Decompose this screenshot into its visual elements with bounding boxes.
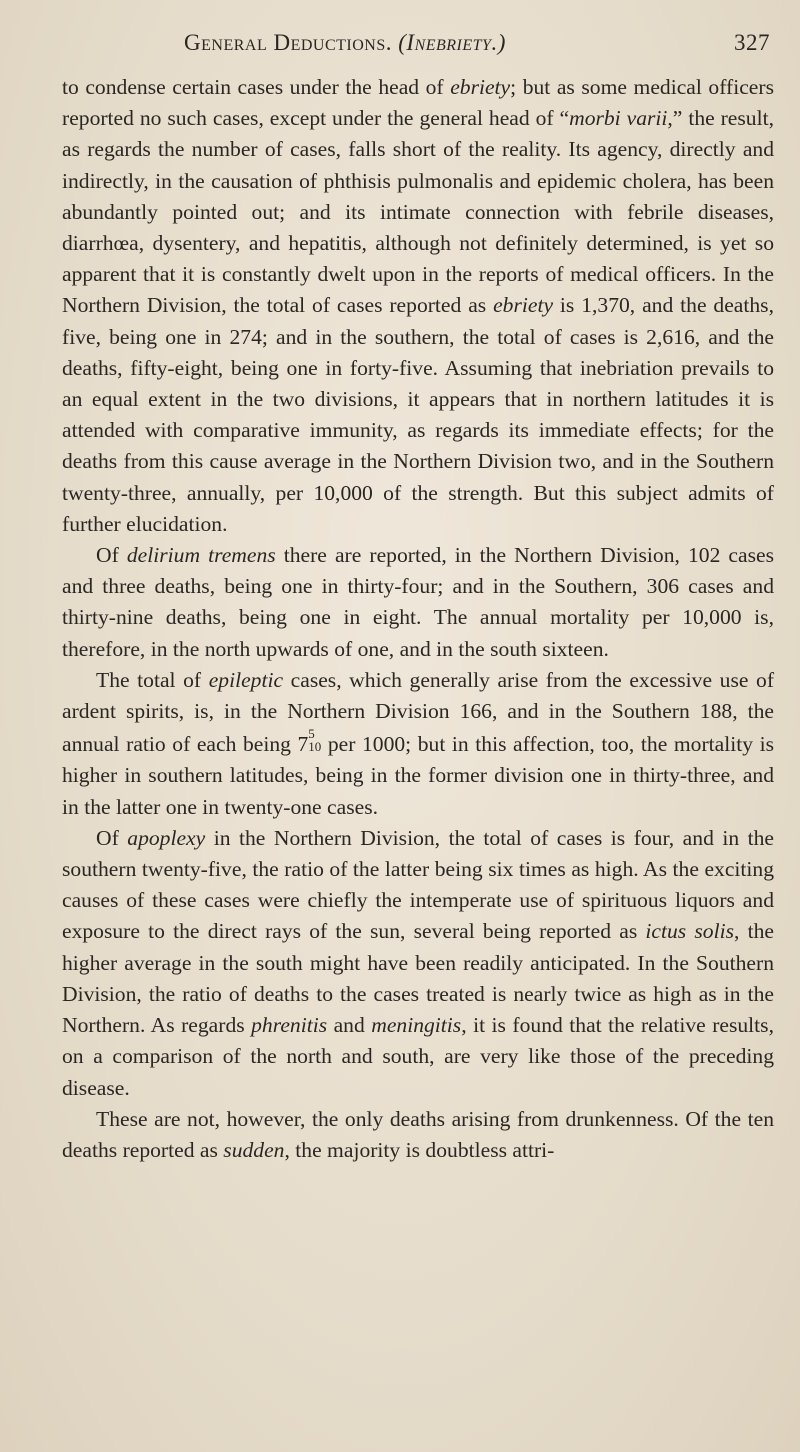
italic-text: ebriety (450, 75, 511, 99)
text-run: Of (96, 825, 128, 850)
paragraph-3 (62, 665, 774, 823)
text-run: ; but as some medical officers reported no such cases, except under the general head of “ (62, 75, 774, 131)
italic-text: epileptic (208, 667, 284, 692)
text-run: These are not, however, the only deaths arising from drunkenness. Of the ten deaths reported as (62, 1106, 774, 1162)
text-run: in the Northern Division, the total of cases is four, and in the southern twenty-five, the ratio of the latter being six times as high. As the exciting causes of these cases were chiefly the intemperate use of spirituous liquors and exposure to the direct rays of the sun, several being reported as (62, 825, 775, 944)
text-run: cases, which generally arise from the excessive use of ardent spirits, is, in the Northern Division 166, and in the Southern 188, the annual ratio of each being 7 (62, 667, 775, 757)
paragraph-5 (62, 1104, 774, 1166)
running-title-italic: (Inebriety.) (398, 30, 506, 55)
fraction-numerator: 5 (308, 726, 315, 742)
paragraph-1 (62, 72, 774, 540)
text-run: , the higher average in the south might have been readily anticipated. In the Southern Division, the ratio of deaths to the cases treated is nearly twice as high as in the Northern. As regards (62, 919, 774, 1038)
paragraph-4 (62, 823, 774, 1104)
text-run: The total of (96, 667, 209, 692)
running-title-text: General Deductions. (184, 30, 392, 55)
running-head (62, 24, 774, 64)
italic-text: apoplexy (127, 825, 206, 850)
book-page (62, 24, 774, 1166)
italic-text: phrenitis (251, 1013, 328, 1038)
text-run: per 1000; but in this affection, too, the mortality is higher in southern latitudes, being in the former division one in thirty-three, and in the latter one in twenty-one cases. (62, 732, 774, 819)
text-run: ,” the result, as regards the number of cases, falls short of the reality. Its agency, directly and indirectly, in the causation of phthisis pulmonalis and epidemic cholera, has been abundantly pointed out; and its intimate connection with febrile diseases, diarrhœa, dysentery, and hepatitis, although not definitely determined, is yet so apparent that it is constantly dwelt upon in the reports of medical officers. In the Northern Division, the total of cases reported as (62, 106, 774, 318)
text-run: Of (96, 543, 127, 568)
text-run: , the majority is doubtless attri- (284, 1137, 555, 1162)
fraction (308, 727, 321, 753)
italic-text: ebriety (493, 293, 554, 318)
italic-text: ictus solis (645, 919, 735, 944)
page-number: 327 (734, 30, 770, 55)
text-run: , it is found that the relative results, on a comparison of the north and south, are very like those of the preceding disease. (62, 1013, 774, 1100)
text-run: to condense certain cases under the head of (62, 75, 451, 99)
paragraph-2 (62, 540, 774, 665)
text-run: is 1,370, and the deaths, five, being one in 274; and in the southern, the total of cases is 2,616, and the deaths, fifty-eight, being one in forty-five. Assuming that inebriation prevails to an equal extent in the two divisions, it appears that in northern latitudes it is attended with comparative immunity, as regards its immediate effects; for the deaths from this cause average in the Northern Division two, and in the Southern twenty-three, annually, per 10,000 of the strength. But this subject admits of further elucidation. (62, 293, 774, 536)
italic-text: morbi varii (569, 106, 668, 131)
italic-text: meningitis (371, 1013, 462, 1038)
running-title (184, 30, 506, 56)
italic-text: delirium tremens (126, 543, 276, 568)
text-run: and (327, 1013, 372, 1038)
text-run: there are reported, in the Northern Division, 102 cases and three deaths, being one in thirty-four; and in the Southern, 306 cases and thirty-nine deaths, being one in eight. The annual mortality per 10,000 is, therefore, in the north upwards of one, and in the south sixteen. (62, 543, 774, 661)
italic-text: sudden (223, 1137, 285, 1162)
fraction-denominator: 10 (308, 739, 322, 755)
body-text (62, 72, 774, 1166)
